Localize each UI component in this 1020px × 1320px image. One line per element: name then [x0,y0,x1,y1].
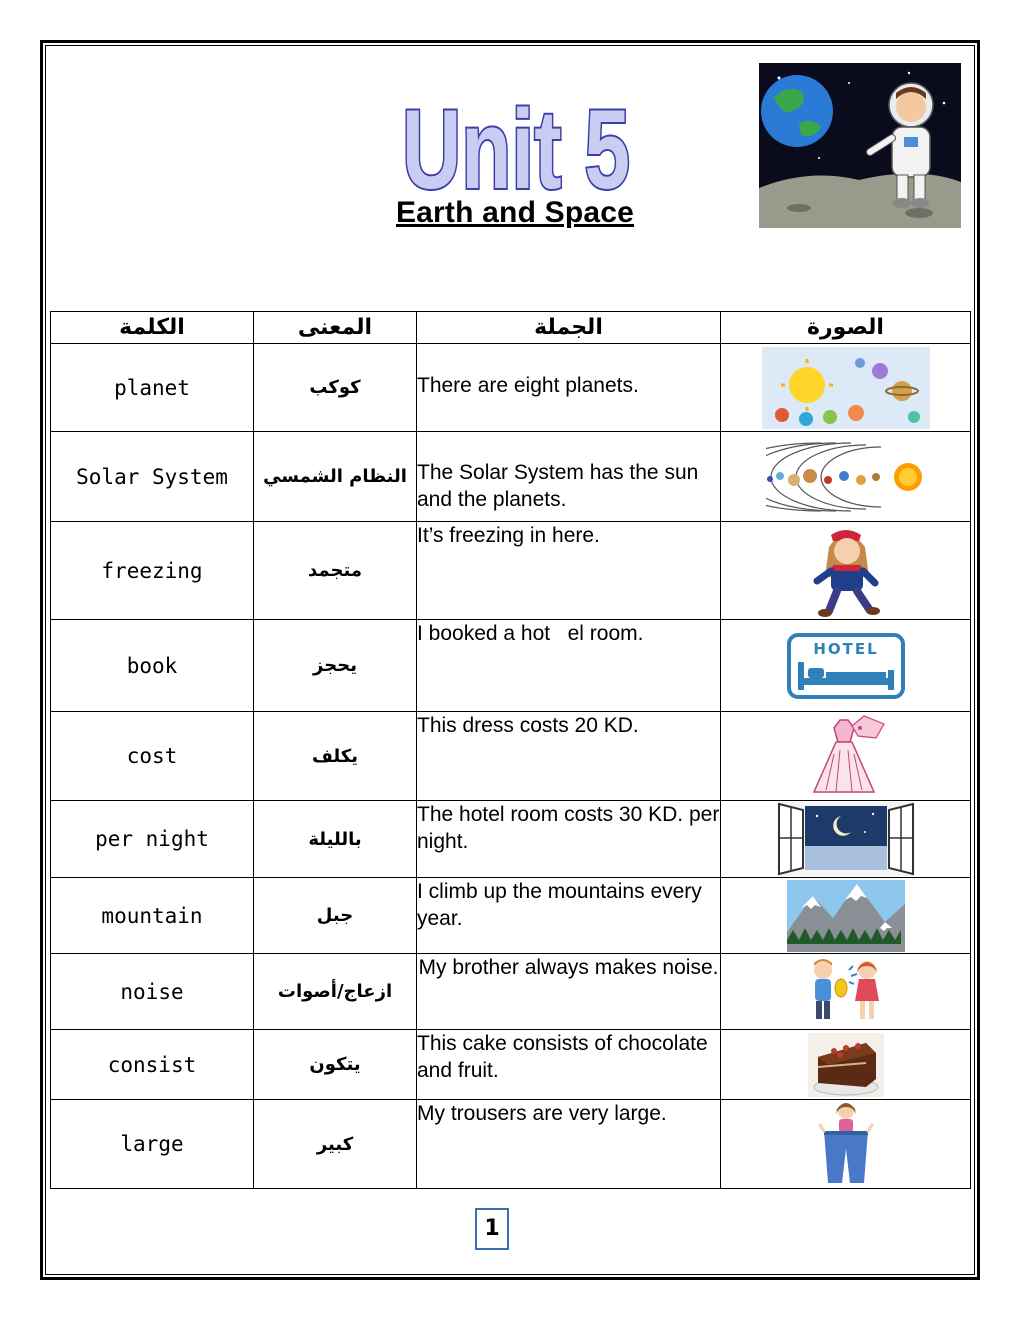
picture-cell [721,954,971,1030]
table-row [51,432,971,522]
table-row [51,712,971,801]
hotel-bed-icon [786,632,906,700]
word-cell: freezing [51,522,254,620]
header-picture: الصورة [721,312,971,344]
header-word: الكلمة [51,312,254,344]
planets-icon [762,347,930,429]
word-cell: noise [51,954,254,1030]
svg-text:HOTEL: HOTEL [812,639,879,658]
picture-cell [721,712,971,801]
word-cell: planet [51,344,254,432]
picture-cell [721,878,971,954]
sentence-cell: I climb up the mountains every year. [417,878,721,954]
sentence-cell: This cake consists of chocolate and fruit. [417,1030,721,1100]
table-row [51,878,971,954]
sentence-cell: There are eight planets. [417,344,721,432]
header-meaning: المعنى [254,312,417,344]
header-sentence: الجملة [417,312,721,344]
table-row [51,954,971,1030]
unit-title-text: Unit 5 [402,88,630,198]
sentence-cell: It’s freezing in here. [417,522,721,620]
sentence-cell: The Solar System has the sun and the planets. [417,432,721,522]
large-trousers-icon [816,1101,876,1187]
sentence-cell: My brother always makes noise. [417,954,721,1030]
unit-title [398,88,638,198]
solar-system-icon [766,442,926,512]
picture-cell [721,432,971,522]
sentence-cell: I booked a hot el room. [417,620,721,712]
meaning-cell: بالليلة [254,801,417,878]
word-cell: Solar System [51,432,254,522]
word-cell: per night [51,801,254,878]
word-cell: cost [51,712,254,801]
meaning-cell: يتكون [254,1030,417,1100]
noisy-kids-icon [803,956,889,1028]
astronaut-space-icon [759,63,961,228]
dress-price-tag-icon [804,714,888,798]
picture-cell [721,344,971,432]
table-row [51,620,971,712]
table-row [51,1030,971,1100]
meaning-cell: متجمد [254,522,417,620]
vocabulary-table [50,311,971,1189]
meaning-cell: جبل [254,878,417,954]
picture-cell [721,1030,971,1100]
meaning-cell: ازعاج/أصوات [254,954,417,1030]
mountains-icon [787,880,905,952]
picture-cell [721,522,971,620]
word-cell: large [51,1100,254,1189]
freezing-girl-icon [801,525,891,617]
word-cell: mountain [51,878,254,954]
picture-cell [721,801,971,878]
word-cell: consist [51,1030,254,1100]
table-header-row [51,312,971,344]
table-row [51,344,971,432]
meaning-cell: يكلف [254,712,417,801]
sentence-cell: My trousers are very large. [417,1100,721,1189]
picture-cell [721,1100,971,1189]
sentence-cell: This dress costs 20 KD. [417,712,721,801]
table-row [51,522,971,620]
night-window-icon [777,802,915,876]
picture-cell [721,620,971,712]
table-row [51,1100,971,1189]
meaning-cell: النظام الشمسي [254,432,417,522]
page-number: 1 [475,1208,509,1250]
word-cell: book [51,620,254,712]
table-row [51,801,971,878]
meaning-cell: كبير [254,1100,417,1189]
meaning-cell: كوكب [254,344,417,432]
meaning-cell: يحجز [254,620,417,712]
sentence-cell: The hotel room costs 30 KD. per night. [417,801,721,878]
unit-subtitle: Earth and Space [395,196,635,229]
cake-icon [808,1033,884,1097]
